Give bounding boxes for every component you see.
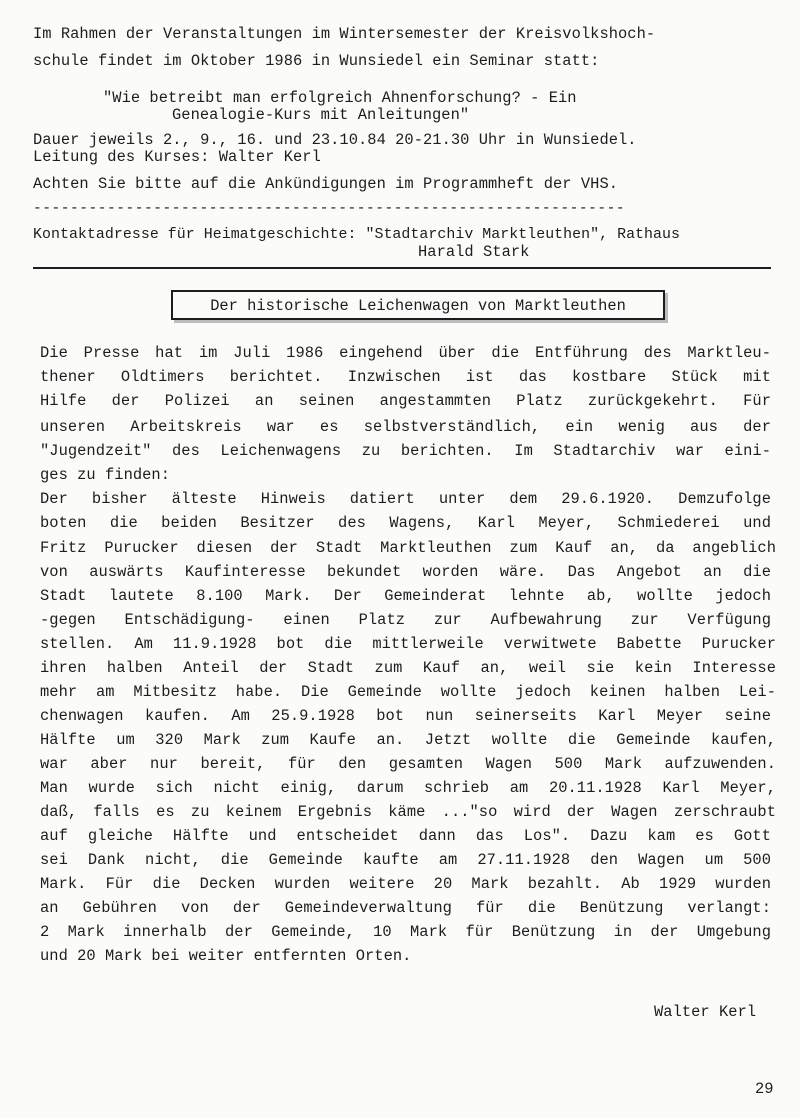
article-line: an Gebühren von der Gemeindeverwaltung für die Benützung verlangt: bbox=[40, 899, 771, 917]
article-line: thener Oldtimers berichtet. Inzwischen ist das kostbare Stück mit bbox=[40, 368, 771, 386]
article-line: ges zu finden: bbox=[40, 466, 171, 484]
article-title-box bbox=[171, 290, 665, 320]
course-dates: Dauer jeweils 2., 9., 16. und 23.10.84 20-21.30 Uhr in Wunsiedel. bbox=[33, 131, 637, 149]
seminar-title-line-1: "Wie betreibt man erfolgreich Ahnenforschung? - Ein bbox=[103, 89, 577, 107]
article-line: "Jugendzeit" des Leichenwagens zu berichten. Im Stadtarchiv war eini- bbox=[40, 442, 771, 460]
seminar-title-line-2: Genealogie-Kurs mit Anleitungen" bbox=[172, 106, 470, 124]
article-line: auf gleiche Hälfte und entscheidet dann das Los". Dazu kam es Gott bbox=[40, 827, 771, 845]
article-line: Der bisher älteste Hinweis datiert unter dem 29.6.1920. Demzufolge bbox=[40, 490, 771, 508]
article-line: Stadt lautete 8.100 Mark. Der Gemeinderat lehnte ab, wollte jedoch bbox=[40, 587, 771, 605]
article-line: boten die beiden Besitzer des Wagens, Karl Meyer, Schmiederei und bbox=[40, 514, 771, 532]
article-line: Mark. Für die Decken wurden weitere 20 Mark bezahlt. Ab 1929 wurden bbox=[40, 875, 771, 893]
article-title: Der historische Leichenwagen von Marktleuthen bbox=[210, 297, 626, 315]
article-line: Die Presse hat im Juli 1986 eingehend über die Entführung des Marktleu- bbox=[40, 344, 771, 362]
page-number: 29 bbox=[755, 1080, 774, 1098]
article-line: 2 Mark innerhalb der Gemeinde, 10 Mark für Benützung in der Umgebung bbox=[40, 923, 771, 941]
course-leader: Leitung des Kurses: Walter Kerl bbox=[33, 148, 321, 166]
article-line: ihren halben Anteil der Stadt zum Kauf an, weil sie kein Interesse bbox=[40, 659, 776, 677]
article-line: von auswärts Kaufinteresse bekundet worden wäre. Das Angebot an die bbox=[40, 563, 771, 581]
horizontal-rule bbox=[33, 267, 771, 269]
article-line: Fritz Purucker diesen der Stadt Marktleuthen zum Kauf an, da angeblich bbox=[40, 539, 776, 557]
article-line: chenwagen kaufen. Am 25.9.1928 bot nun seinerseits Karl Meyer seine bbox=[40, 707, 771, 725]
article-line: -gegen Entschädigung- einen Platz zur Aufbewahrung zur Verfügung bbox=[40, 611, 771, 629]
article-line: mehr am Mitbesitz habe. Die Gemeinde wollte jedoch keinen halben Lei- bbox=[40, 683, 776, 701]
dashed-separator: ---------------------------------------------------------------- bbox=[33, 201, 626, 217]
article-line: Hilfe der Polizei an seinen angestammten Platz zurückgekehrt. Für bbox=[40, 392, 771, 410]
article-line: und 20 Mark bei weiter entfernten Orten. bbox=[40, 947, 412, 965]
article-author: Walter Kerl bbox=[654, 1003, 757, 1021]
article-line: Man wurde sich nicht einig, darum schrieb am 20.11.1928 Karl Meyer, bbox=[40, 779, 776, 797]
article-line: Hälfte um 320 Mark zum Kaufe an. Jetzt wollte die Gemeinde kaufen, bbox=[40, 731, 776, 749]
article-line: sei Dank nicht, die Gemeinde kaufte am 27.11.1928 den Wagen um 500 bbox=[40, 851, 771, 869]
article-line: unseren Arbeitskreis war es selbstverständlich, ein wenig aus der bbox=[40, 418, 771, 436]
announcement-line-1: Im Rahmen der Veranstaltungen im Wintersemester der Kreisvolkshoch- bbox=[33, 25, 656, 43]
article-line: stellen. Am 11.9.1928 bot die mittlerweile verwitwete Babette Purucker bbox=[40, 635, 776, 653]
contact-line-1: Kontaktadresse für Heimatgeschichte: "Stadtarchiv Marktleuthen", Rathaus bbox=[33, 227, 680, 243]
announcement-line-2: schule findet im Oktober 1986 in Wunsiedel ein Seminar statt: bbox=[33, 52, 600, 70]
program-note: Achten Sie bitte auf die Ankündigungen im Programmheft der VHS. bbox=[33, 175, 619, 193]
article-line: war aber nur bereit, für den gesamten Wagen 500 Mark aufzuwenden. bbox=[40, 755, 776, 773]
article-line: daß, falls es zu keinem Ergebnis käme ..."so wird der Wagen zerschraubt bbox=[40, 803, 776, 821]
contact-name: Harald Stark bbox=[418, 243, 530, 261]
